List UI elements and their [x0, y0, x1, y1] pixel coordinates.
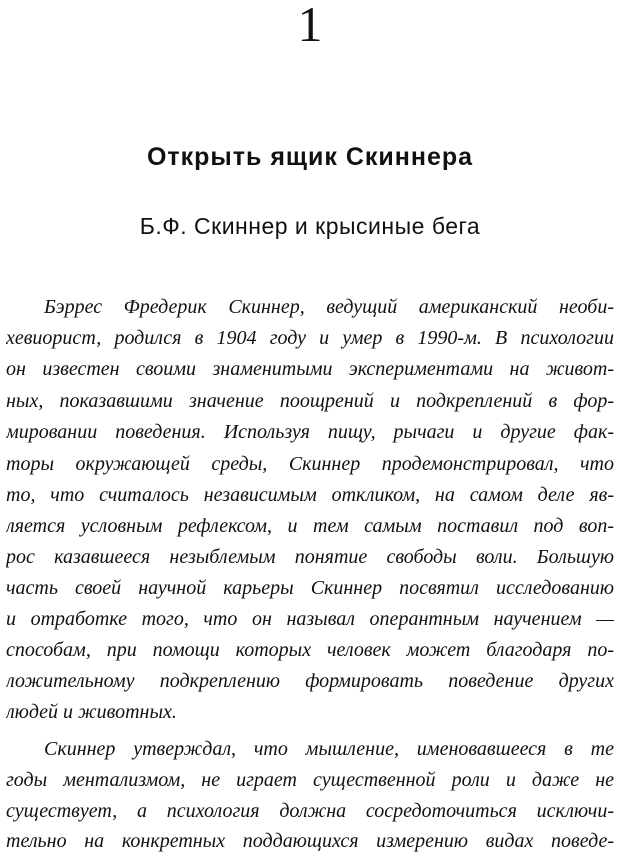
chapter-number: 1: [297, 0, 323, 52]
chapter-subtitle: Б.Ф. Скиннер и крысиные бега: [139, 213, 481, 239]
text-line: мировании поведения. Используя пищу, рычаги и другие фак-: [6, 421, 614, 443]
text-line: Бэррес Фредерик Скиннер, ведущий американский необи-: [44, 296, 614, 318]
chapter-title: Открыть ящик Скиннера: [146, 143, 474, 171]
text-line: торы окружающей среды, Скиннер продемонстрировал, что: [6, 453, 614, 475]
text-line: он известен своими знаменитыми экспериментами на живот-: [6, 358, 614, 380]
text-line: людей и животных.: [6, 701, 177, 723]
text-line: ных, показавшими значение поощрений и подкреплений в фор-: [6, 390, 614, 412]
text-line: годы ментализмом, не играет существенной роли и даже не: [6, 769, 614, 791]
text-line: хевиорист, родился в 1904 году и умер в 1990-м. В психологии: [6, 327, 614, 349]
text-line: способам, при помощи которых человек может благодаря по-: [6, 639, 614, 661]
text-line: Скиннер утверждал, что мышление, именовавшееся в те: [44, 738, 614, 760]
text-line: часть своей научной карьеры Скиннер посвятил исследованию: [6, 577, 614, 599]
text-line: и отработке того, что он называл оперантным научением —: [6, 608, 614, 630]
text-line: ляется условным рефлексом, и тем самым поставил под воп-: [6, 515, 614, 537]
text-line: рос казавшееся незыблемым понятие свободы воли. Большую: [6, 546, 614, 568]
text-line: тельно на конкретных поддающихся измерению видах поведе-: [6, 830, 614, 852]
text-line: существует, а психология должна сосредоточиться исключи-: [6, 800, 614, 822]
text-line: ложительному подкреплению формировать поведение других: [6, 670, 614, 692]
text-line: то, что считалось независимым откликом, на самом деле яв-: [6, 484, 614, 506]
